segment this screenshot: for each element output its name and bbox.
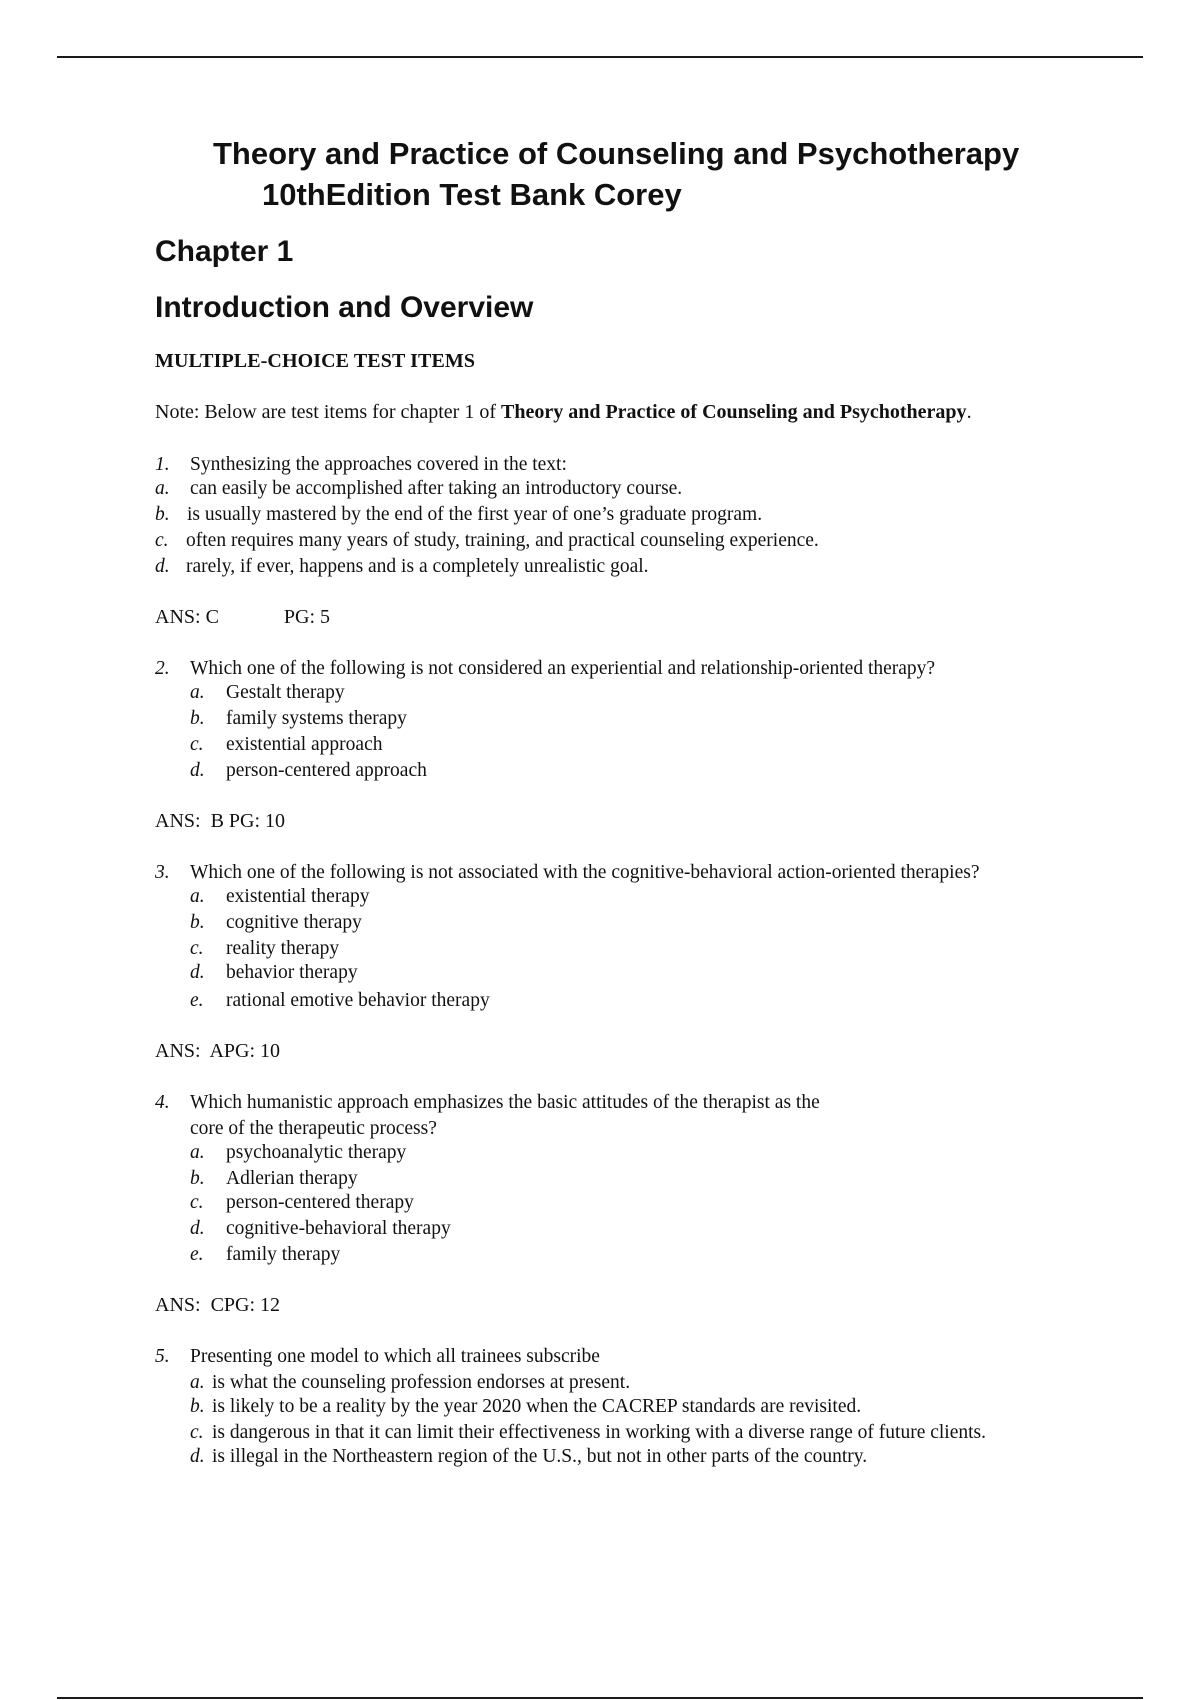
option-letter: a. — [190, 886, 205, 907]
note-book-title: Theory and Practice of Counseling and Psychotherapy — [501, 401, 967, 423]
chapter-title: Introduction and Overview — [155, 291, 534, 324]
option — [190, 961, 358, 985]
option-letter: d. — [190, 1446, 205, 1467]
question-3 — [155, 861, 980, 885]
question-1 — [155, 453, 567, 477]
option-text: can easily be accomplished after taking an introductory course. — [190, 478, 683, 499]
option-text: existential therapy — [226, 886, 370, 907]
option-letter: b. — [155, 504, 170, 525]
question-4 — [155, 1091, 820, 1115]
chapter-heading: Chapter 1 — [155, 235, 294, 268]
option — [190, 1445, 867, 1469]
option-letter: c. — [190, 1422, 204, 1443]
note — [155, 401, 972, 424]
question-text-continued: core of the therapeutic process? — [190, 1118, 437, 1139]
question-number: 2. — [155, 658, 170, 679]
option — [190, 759, 427, 783]
question-number: 4. — [155, 1092, 170, 1113]
question-text: Presenting one model to which all trainees subscribe — [190, 1346, 600, 1367]
option-text: is what the counseling profession endorses at present. — [212, 1372, 631, 1393]
option — [190, 1243, 340, 1267]
option — [190, 733, 382, 757]
option-letter: d. — [190, 1218, 205, 1239]
option-letter: b. — [190, 1396, 205, 1417]
document-title — [0, 133, 1200, 215]
option-text: family systems therapy — [226, 708, 407, 729]
option-letter: c. — [190, 1192, 204, 1213]
option — [190, 707, 407, 731]
option-text: rational emotive behavior therapy — [226, 990, 490, 1011]
option — [190, 1395, 861, 1419]
question-number: 1. — [155, 454, 170, 475]
bottom-rule — [57, 1697, 1143, 1699]
option — [190, 1371, 630, 1395]
option-letter: a. — [190, 1142, 205, 1163]
top-rule — [57, 56, 1143, 58]
option-letter: a. — [190, 1372, 205, 1393]
option-text: family therapy — [226, 1244, 341, 1265]
option — [190, 885, 370, 909]
option-text: psychoanalytic therapy — [226, 1142, 407, 1163]
section-heading: MULTIPLE-CHOICE TEST ITEMS — [155, 350, 476, 372]
option-text: Adlerian therapy — [226, 1168, 358, 1189]
option-text: is likely to be a reality by the year 2020 when the CACREP standards are revisited. — [212, 1396, 862, 1417]
option-text: cognitive therapy — [226, 912, 362, 933]
title-line-1: Theory and Practice of Counseling and Psychotherapy — [213, 136, 1020, 171]
option-letter: e. — [190, 1244, 204, 1265]
option — [190, 681, 345, 705]
option-letter: e. — [190, 990, 204, 1011]
title-line-2: 10thEdition Test Bank Corey — [262, 177, 682, 212]
option-text: is usually mastered by the end of the first year of one’s graduate program. — [187, 504, 763, 525]
question-text: Which humanistic approach emphasizes the basic attitudes of the therapist as the — [190, 1092, 820, 1113]
option-letter: c. — [190, 734, 204, 755]
option-text: person-centered approach — [226, 760, 427, 781]
option-letter: d. — [190, 760, 205, 781]
option — [155, 529, 819, 553]
question-text: Synthesizing the approaches covered in the text: — [190, 454, 567, 475]
option-letter: b. — [190, 1168, 205, 1189]
option-text: rarely, if ever, happens and is a completely unrealistic goal. — [186, 556, 649, 577]
option-text: Gestalt therapy — [226, 682, 345, 703]
option-text: is illegal in the Northeastern region of the U.S., but not in other parts of the country. — [212, 1446, 868, 1467]
option — [155, 503, 762, 527]
option — [190, 911, 362, 935]
option-letter: a. — [190, 682, 205, 703]
option-letter: c. — [155, 530, 169, 551]
option — [190, 989, 490, 1013]
option-text: behavior therapy — [226, 962, 358, 983]
option — [190, 1191, 414, 1215]
option — [155, 555, 649, 579]
answer-line: ANS: CPG: 12 — [155, 1294, 281, 1316]
option-text: reality therapy — [226, 938, 340, 959]
answer-line: ANS: APG: 10 — [155, 1040, 281, 1062]
question-text: Which one of the following is not associated with the cognitive-behavioral action-oriented therapies? — [190, 862, 980, 883]
question-number: 3. — [155, 862, 170, 883]
option-text: existential approach — [226, 734, 383, 755]
option-letter: a. — [155, 478, 170, 499]
option-letter: b. — [190, 708, 205, 729]
option-text: person-centered therapy — [226, 1192, 414, 1213]
answer-line: ANS: B PG: 10 — [155, 810, 286, 832]
question-5 — [155, 1345, 600, 1369]
option-letter: d. — [155, 556, 170, 577]
option-text: often requires many years of study, training, and practical counseling experience. — [186, 530, 819, 551]
option-text: is dangerous in that it can limit their effectiveness in working with a diverse range of future clients. — [212, 1422, 987, 1443]
option — [190, 1141, 406, 1165]
note-prefix: Note: Below are test items for chapter 1 of — [155, 401, 501, 423]
option — [190, 1217, 451, 1241]
question-number: 5. — [155, 1346, 170, 1367]
answer-line: ANS: C PG: 5 — [155, 606, 331, 628]
note-suffix: . — [966, 401, 972, 423]
option-letter: d. — [190, 962, 205, 983]
option-letter: c. — [190, 938, 204, 959]
option-text: cognitive-behavioral therapy — [226, 1218, 451, 1239]
question-2 — [155, 657, 935, 681]
question-text: Which one of the following is not considered an experiential and relationship-oriented therapy? — [190, 658, 936, 679]
option — [190, 1421, 986, 1445]
option — [190, 1167, 358, 1191]
option — [190, 937, 339, 961]
option — [155, 477, 682, 501]
option-letter: b. — [190, 912, 205, 933]
